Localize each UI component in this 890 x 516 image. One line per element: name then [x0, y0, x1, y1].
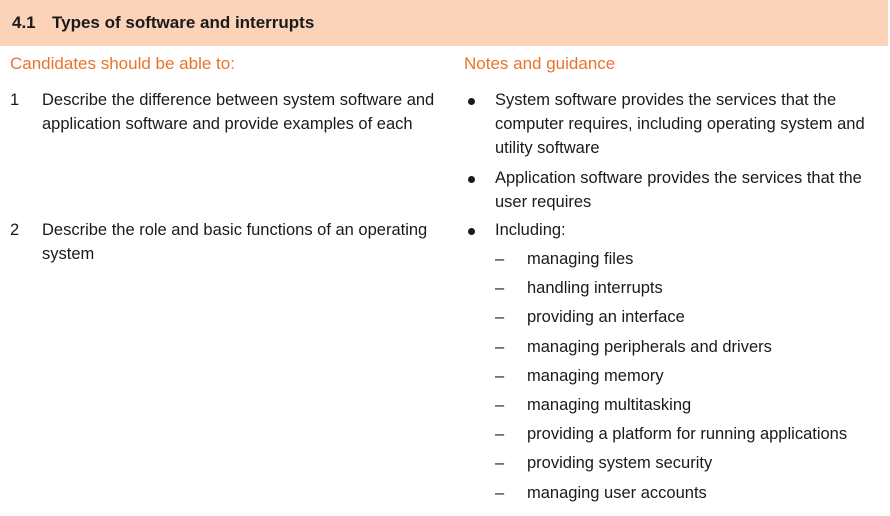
dash-icon: – [495, 338, 505, 356]
dash-icon: – [495, 425, 505, 443]
dash-icon: – [495, 250, 505, 268]
function-text: providing a platform for running applications [527, 425, 848, 443]
dash-icon: – [495, 396, 505, 414]
note-text: Application software provides the services that the user requires [495, 169, 862, 211]
function-text: managing user accounts [527, 484, 707, 502]
bullet-icon [468, 176, 475, 183]
objective-number: 2 [10, 221, 20, 239]
bullet-icon [468, 228, 475, 235]
function-text: providing an interface [527, 308, 685, 326]
left-column-heading: Candidates should be able to: [10, 54, 235, 73]
dash-icon: – [495, 279, 505, 297]
note-text: Including: [495, 221, 566, 239]
dash-icon: – [495, 484, 505, 502]
function-text: managing peripherals and drivers [527, 338, 772, 356]
function-text: managing files [527, 250, 634, 268]
objective-number: 1 [10, 91, 20, 109]
note-text: System software provides the services that the computer requires, including operating system and utility software [495, 91, 865, 157]
function-text: handling interrupts [527, 279, 663, 297]
objective-text: Describe the role and basic functions of an operating system [42, 221, 428, 263]
dash-icon: – [495, 367, 505, 385]
section-number: 4.1 [12, 13, 36, 32]
function-text: managing memory [527, 367, 664, 385]
dash-icon: – [495, 454, 505, 472]
right-column-heading: Notes and guidance [464, 54, 616, 73]
function-text: providing system security [527, 454, 713, 472]
section-header [0, 0, 888, 46]
function-text: managing multitasking [527, 396, 692, 414]
objective-text: Describe the difference between system software and application software and provide examples of each [42, 91, 435, 133]
dash-icon: – [495, 308, 505, 326]
section-title: Types of software and interrupts [52, 13, 315, 32]
bullet-icon [468, 98, 475, 105]
